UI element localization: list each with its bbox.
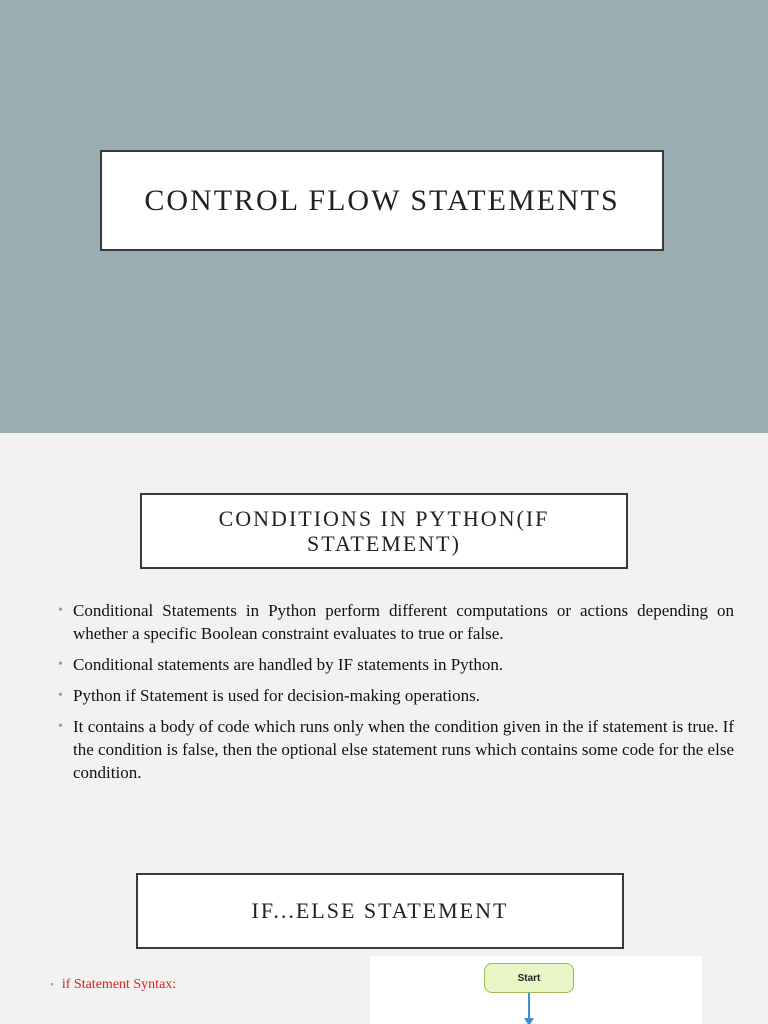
bullet-item: [58, 599, 734, 645]
bullet-dot-icon: •: [58, 688, 63, 703]
bullet-dot-icon: •: [50, 979, 54, 991]
slide-title: IF...ELSE STATEMENT: [251, 898, 509, 923]
arrow-down-icon: [524, 1018, 534, 1024]
bullet-dot-icon: •: [58, 603, 63, 618]
start-node-label: Start: [517, 972, 541, 984]
bullet-item: [58, 715, 734, 784]
bullet-text: Python if Statement is used for decision-making operations.: [73, 686, 480, 705]
syntax-label: if Statement Syntax:: [61, 977, 177, 992]
if-else-slide: [0, 843, 768, 1024]
bullet-dot-icon: •: [58, 719, 63, 734]
bullet-list: [58, 599, 734, 792]
bullet-dot-icon: •: [58, 657, 63, 672]
slide-title-box: [136, 873, 624, 949]
slide-title: CONDITIONS IN PYTHON(IF STATEMENT): [218, 506, 550, 556]
conditions-slide: [0, 433, 768, 843]
syntax-bullet: [50, 977, 176, 993]
bullet-text: Conditional statements are handled by IF statements in Python.: [73, 655, 504, 674]
bullet-text: Conditional Statements in Python perform different computations or actions depending on whether a specific Boolean constraint evaluates to true or false.: [73, 601, 734, 643]
slide-title-box: [140, 493, 628, 569]
slide-title: CONTROL FLOW STATEMENTS: [144, 183, 620, 217]
flowchart-image: [370, 956, 702, 1024]
bullet-item: [58, 684, 734, 707]
slide-title-box: [100, 150, 664, 251]
flowchart-start-node: [484, 963, 574, 993]
title-slide: [0, 0, 768, 433]
bullet-item: [58, 653, 734, 676]
bullet-text: It contains a body of code which runs only when the condition given in the if statement is true. If the condition is false, then the optional else statement runs which contains some code for the else condition.: [73, 717, 734, 782]
